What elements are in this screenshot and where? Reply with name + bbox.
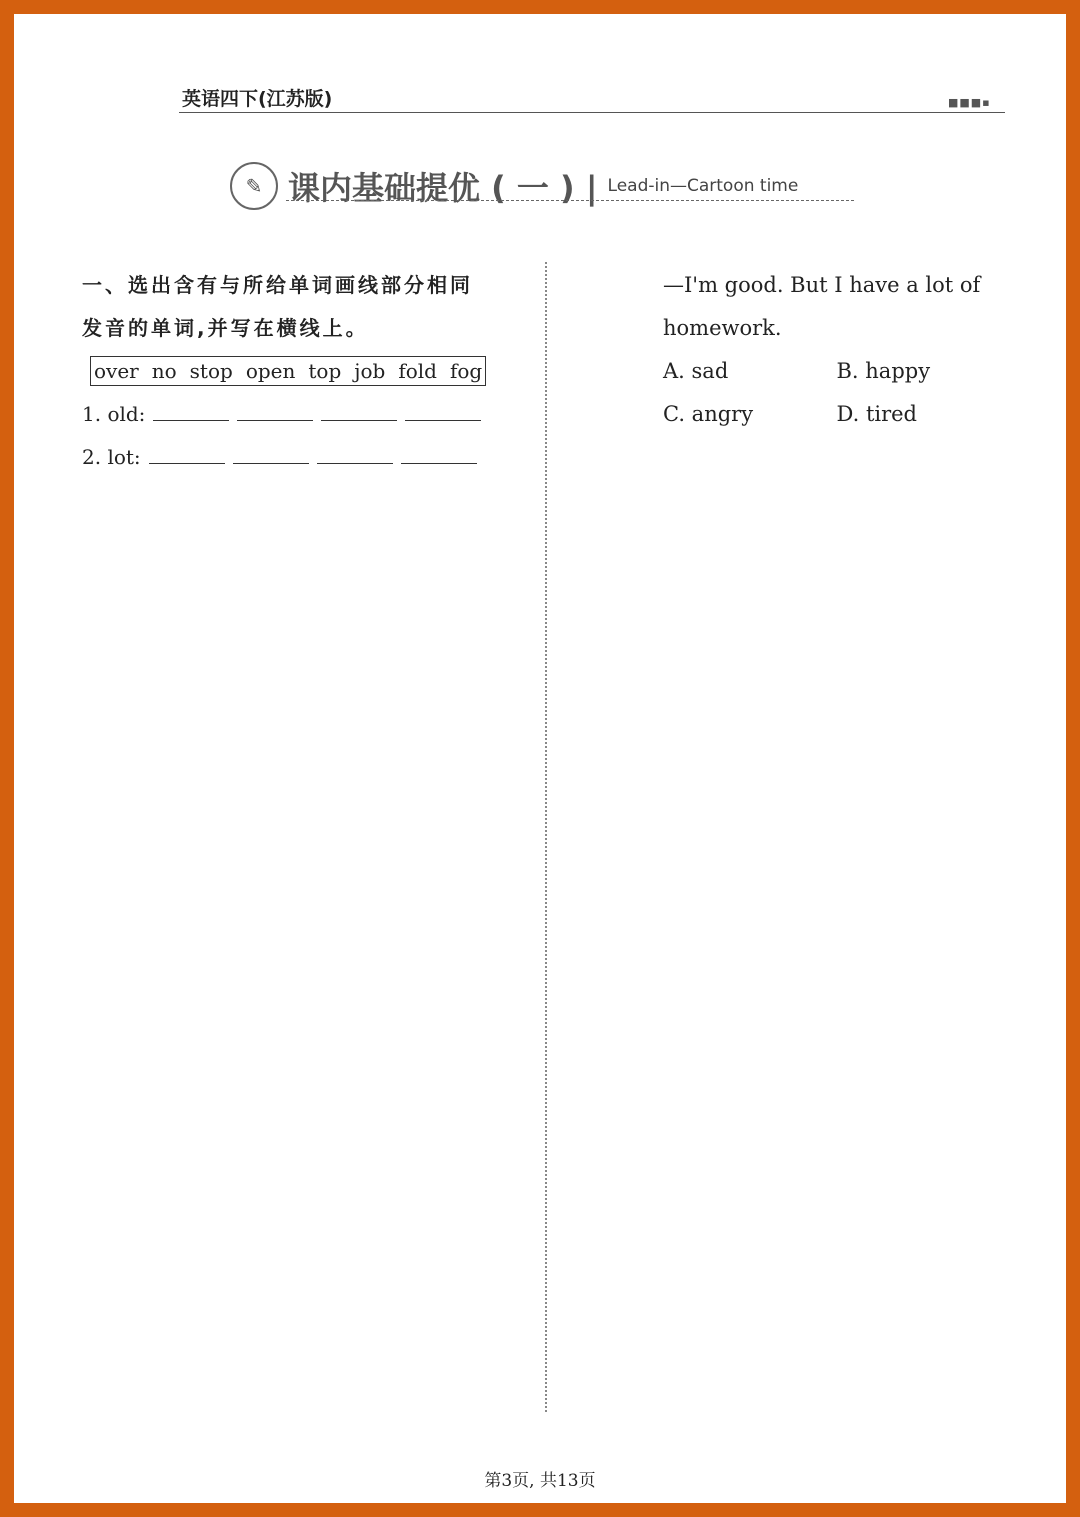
answer-blank[interactable] [233, 443, 309, 464]
item-old [82, 393, 537, 436]
q2-options-row [558, 350, 1010, 393]
word: open [245, 359, 296, 383]
option-d: D. tired [836, 402, 918, 426]
word: stop [189, 359, 233, 383]
page [14, 14, 1066, 1503]
pencil-note-icon: ✎ [230, 162, 278, 210]
word: no [151, 359, 177, 383]
word: top [308, 359, 342, 383]
word: fog [449, 359, 483, 383]
answer-blank[interactable] [317, 443, 393, 464]
word: over [94, 359, 139, 383]
item-lot [82, 436, 537, 479]
page-footer: 第3页, 共13页 [484, 1471, 596, 1491]
q2-options-row [558, 393, 1010, 436]
option-c: C. angry [663, 402, 754, 426]
answer-blank[interactable] [405, 400, 481, 421]
column-divider [545, 262, 547, 1412]
word-box [90, 356, 486, 386]
option-b: B. happy [836, 359, 931, 383]
left-column [82, 264, 537, 479]
word: fold [398, 359, 437, 383]
q2-reply-cont: homework. [663, 316, 782, 340]
title-main: 课内基础提优 ( 一 ) | [288, 169, 598, 207]
item-label: 1. old: [82, 402, 146, 426]
right-column [558, 264, 1010, 436]
section1-heading-1: 一、选出含有与所给单词画线部分相同 [82, 273, 473, 297]
option-a: A. sad [663, 359, 729, 383]
section-title [230, 162, 798, 210]
q2-reply: —I'm good. But I have a lot of [663, 273, 981, 297]
answer-blank[interactable] [153, 400, 229, 421]
answer-blank[interactable] [401, 443, 477, 464]
title-underline [286, 200, 854, 201]
answer-blank[interactable] [149, 443, 225, 464]
answer-blank[interactable] [321, 400, 397, 421]
item-label: 2. lot: [82, 445, 141, 469]
header-rule [179, 112, 1005, 113]
section1-heading-2: 发音的单词,并写在横线上。 [82, 316, 369, 340]
title-sub: Lead-in—Cartoon time [607, 176, 799, 196]
header-squares: ■■■▪ [948, 96, 991, 109]
word: job [354, 359, 386, 383]
answer-blank[interactable] [237, 400, 313, 421]
book-header: 英语四下(江苏版) [182, 88, 333, 110]
